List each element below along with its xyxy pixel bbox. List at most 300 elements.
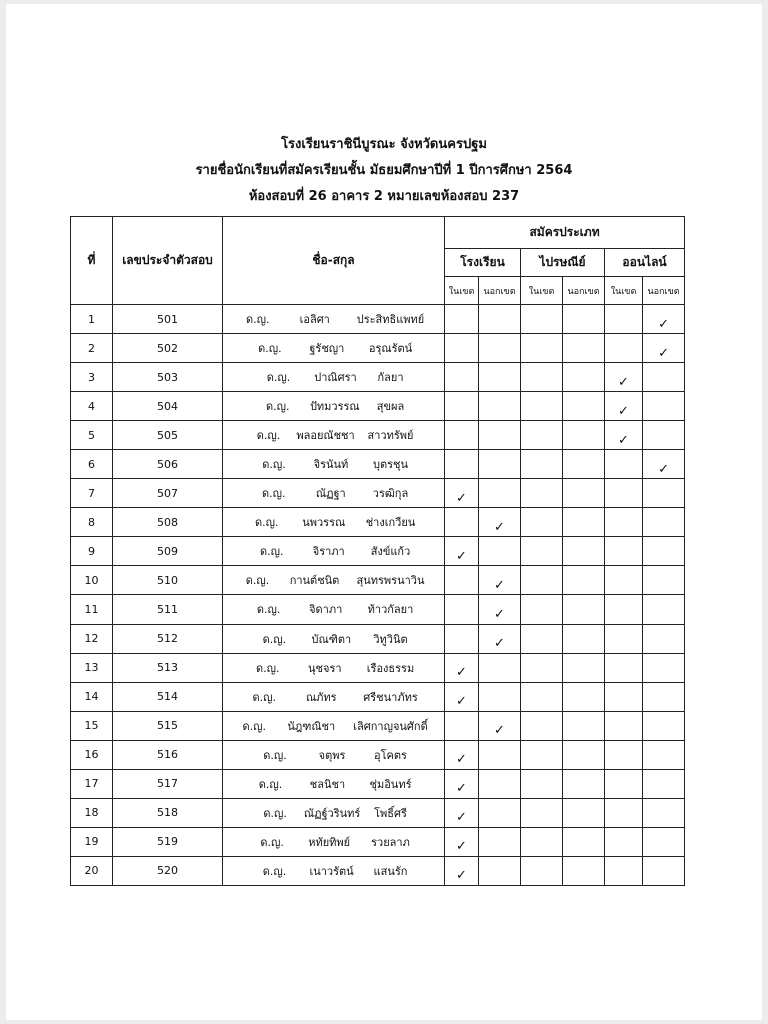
first-name: นพวรรณ: [302, 516, 346, 530]
table-row: [71, 479, 685, 508]
table-row: [71, 769, 685, 798]
row-number: 9: [71, 537, 113, 566]
row-number: 7: [71, 479, 113, 508]
name-title: ด.ญ.: [258, 777, 283, 791]
last-name: เลิศกาญจนศักดิ์: [353, 719, 428, 733]
row-number: 1: [71, 305, 113, 334]
first-name: ณภัทร: [305, 690, 337, 704]
type-cell-online-in-zone: [605, 856, 643, 885]
type-cell-online-in-zone: [605, 305, 643, 334]
type-cell-post-out-zone: [563, 856, 605, 885]
check-mark-icon: ✓: [456, 810, 467, 826]
type-cell-online-out-zone: [643, 798, 685, 827]
type-cell-school-in-zone: [445, 566, 479, 595]
table-row: [71, 566, 685, 595]
type-cell-school-out-zone: [479, 392, 521, 421]
type-cell-school-out-zone: [479, 305, 521, 334]
type-cell-online-in-zone: [605, 740, 643, 769]
first-name: จิรนันท์: [313, 458, 349, 472]
row-number: 4: [71, 392, 113, 421]
header-school-in-zone: ในเขต: [445, 277, 479, 305]
check-mark-icon: ✓: [456, 868, 467, 884]
row-number: 15: [71, 711, 113, 740]
name-title: ด.ญ.: [242, 719, 267, 733]
type-cell-online-out-zone: [643, 334, 685, 363]
type-cell-post-out-zone: [563, 711, 605, 740]
name-title: ด.ญ.: [262, 458, 286, 472]
table-row: [71, 740, 685, 769]
type-cell-post-out-zone: [563, 769, 605, 798]
type-cell-school-out-zone: [479, 682, 521, 711]
table-row: [71, 392, 685, 421]
last-name: ศรีชนาภัทร: [363, 690, 418, 704]
type-cell-online-out-zone: [643, 653, 685, 682]
student-name: [223, 479, 445, 508]
type-cell-post-in-zone: [521, 624, 563, 653]
type-cell-school-in-zone: [445, 769, 479, 798]
type-cell-post-in-zone: [521, 334, 563, 363]
type-cell-school-out-zone: [479, 479, 521, 508]
student-name: [223, 334, 445, 363]
name-title: ด.ญ.: [259, 545, 284, 559]
first-name: ณัฏฐา: [315, 487, 346, 501]
header-exam-id: เลขประจำตัวสอบ: [113, 217, 223, 305]
name-title: ด.ญ.: [262, 632, 287, 646]
type-cell-school-out-zone: [479, 798, 521, 827]
type-cell-online-in-zone: [605, 624, 643, 653]
student-name: [223, 827, 445, 856]
type-cell-online-out-zone: [643, 624, 685, 653]
name-title: ด.ญ.: [262, 864, 287, 878]
type-cell-post-in-zone: [521, 653, 563, 682]
type-cell-post-in-zone: [521, 450, 563, 479]
check-mark-icon: ✓: [494, 723, 505, 739]
type-cell-online-in-zone: [605, 479, 643, 508]
exam-id: 512: [113, 624, 223, 653]
type-cell-online-in-zone: [605, 450, 643, 479]
type-cell-online-out-zone: [643, 740, 685, 769]
type-cell-school-in-zone: [445, 392, 479, 421]
type-cell-online-out-zone: [643, 856, 685, 885]
last-name: อรุณรัตน์: [368, 342, 413, 356]
type-cell-school-out-zone: [479, 653, 521, 682]
row-number: 8: [71, 508, 113, 537]
last-name: สังข์แก้ว: [370, 545, 411, 559]
type-cell-post-out-zone: [563, 682, 605, 711]
first-name: บัณฑิตา: [311, 632, 352, 646]
student-name: [223, 711, 445, 740]
exam-id: 502: [113, 334, 223, 363]
type-cell-post-in-zone: [521, 595, 563, 624]
type-cell-school-in-zone: [445, 682, 479, 711]
row-number: 18: [71, 798, 113, 827]
type-cell-post-in-zone: [521, 769, 563, 798]
check-mark-icon: ✓: [456, 752, 467, 768]
row-number: 6: [71, 450, 113, 479]
type-cell-post-in-zone: [521, 305, 563, 334]
name-title: ด.ญ.: [256, 429, 281, 443]
check-mark-icon: ✓: [618, 374, 629, 390]
student-name: [223, 682, 445, 711]
student-name: [223, 798, 445, 827]
student-name: [223, 653, 445, 682]
table-row: [71, 682, 685, 711]
check-mark-icon: ✓: [456, 781, 467, 797]
first-name: ชลนิชา: [309, 777, 346, 791]
type-cell-online-out-zone: [643, 508, 685, 537]
name-title: ด.ญ.: [262, 487, 286, 501]
name-title: ด.ญ.: [260, 835, 284, 849]
row-number: 2: [71, 334, 113, 363]
last-name: สุนทรพรนาวิน: [356, 574, 425, 588]
row-number: 13: [71, 653, 113, 682]
name-title: ด.ญ.: [256, 603, 281, 617]
last-name: โพธิ์ศรี: [374, 806, 407, 820]
type-cell-post-out-zone: [563, 334, 605, 363]
check-mark-icon: ✓: [456, 694, 467, 710]
type-cell-school-in-zone: [445, 363, 479, 392]
check-mark-icon: ✓: [618, 403, 629, 419]
row-number: 20: [71, 856, 113, 885]
first-name: ปาณิศรา: [314, 371, 357, 385]
last-name: อุโคตร: [374, 748, 407, 762]
type-cell-online-in-zone: [605, 682, 643, 711]
name-title: ด.ญ.: [256, 661, 280, 675]
exam-id: 515: [113, 711, 223, 740]
row-number: 12: [71, 624, 113, 653]
check-mark-icon: ✓: [658, 461, 669, 477]
check-mark-icon: ✓: [456, 490, 467, 506]
type-cell-school-out-zone: [479, 363, 521, 392]
list-title: รายชื่อนักเรียนที่สมัครเรียนชั้น มัธยมศึกษาปีที่ 1 ปีการศึกษา 2564: [195, 163, 573, 178]
name-title: ด.ญ.: [263, 748, 287, 762]
type-cell-post-in-zone: [521, 508, 563, 537]
student-name: [223, 856, 445, 885]
type-cell-post-out-zone: [563, 653, 605, 682]
type-cell-post-out-zone: [563, 624, 605, 653]
type-cell-online-in-zone: [605, 566, 643, 595]
first-name: กานต์ชนิต: [289, 574, 340, 588]
table-row: [71, 595, 685, 624]
type-cell-post-in-zone: [521, 798, 563, 827]
type-cell-online-in-zone: [605, 392, 643, 421]
type-cell-post-in-zone: [521, 856, 563, 885]
exam-id: 511: [113, 595, 223, 624]
header-online-out-zone: นอกเขต: [643, 277, 685, 305]
student-roster-table: [70, 216, 685, 886]
type-cell-online-out-zone: [643, 769, 685, 798]
first-name: นัฎฑณิชา: [287, 719, 336, 733]
type-cell-post-out-zone: [563, 479, 605, 508]
name-title: ด.ญ.: [252, 690, 277, 704]
name-title: ด.ญ.: [266, 400, 290, 414]
type-cell-post-out-zone: [563, 363, 605, 392]
type-cell-post-out-zone: [563, 392, 605, 421]
type-cell-online-out-zone: [643, 421, 685, 450]
exam-id: 518: [113, 798, 223, 827]
type-cell-school-in-zone: [445, 479, 479, 508]
type-cell-online-in-zone: [605, 653, 643, 682]
type-cell-online-out-zone: [643, 392, 685, 421]
table-row: [71, 421, 685, 450]
type-cell-online-in-zone: [605, 508, 643, 537]
first-name: เนาวรัตน์: [309, 864, 354, 878]
type-cell-post-out-zone: [563, 421, 605, 450]
type-cell-school-out-zone: [479, 624, 521, 653]
table-row: [71, 537, 685, 566]
type-cell-online-in-zone: [605, 827, 643, 856]
type-cell-school-out-zone: [479, 537, 521, 566]
exam-id: 520: [113, 856, 223, 885]
student-name: [223, 363, 445, 392]
last-name: วรฒิกุล: [372, 487, 409, 501]
type-cell-post-in-zone: [521, 421, 563, 450]
exam-id: 507: [113, 479, 223, 508]
school-title: โรงเรียนราชินีบูรณะ จังหวัดนครปฐม: [281, 137, 487, 152]
header-group-post: ไปรษณีย์: [521, 249, 605, 277]
name-title: ด.ญ.: [254, 516, 279, 530]
check-mark-icon: ✓: [456, 839, 467, 855]
first-name: หทัยทิพย์: [308, 835, 351, 849]
type-cell-post-in-zone: [521, 740, 563, 769]
check-mark-icon: ✓: [494, 636, 505, 652]
header-group-online: ออนไลน์: [605, 249, 685, 277]
table-row: [71, 508, 685, 537]
last-name: สาวทรัพย์: [367, 429, 414, 443]
table-row: [71, 450, 685, 479]
roster-body: [71, 305, 685, 886]
first-name: นุชจรา: [308, 661, 342, 675]
student-name: [223, 537, 445, 566]
exam-id: 503: [113, 363, 223, 392]
type-cell-post-out-zone: [563, 827, 605, 856]
type-cell-post-out-zone: [563, 566, 605, 595]
document-page: [6, 4, 762, 1020]
type-cell-post-out-zone: [563, 798, 605, 827]
check-mark-icon: ✓: [494, 519, 505, 535]
student-name: [223, 566, 445, 595]
type-cell-school-in-zone: [445, 798, 479, 827]
last-name: สุขผล: [376, 400, 405, 414]
type-cell-online-in-zone: [605, 711, 643, 740]
type-cell-school-in-zone: [445, 711, 479, 740]
row-number: 10: [71, 566, 113, 595]
type-cell-school-out-zone: [479, 421, 521, 450]
type-cell-online-out-zone: [643, 595, 685, 624]
document-header: [6, 132, 762, 210]
header-online-in-zone: ในเขต: [605, 277, 643, 305]
type-cell-post-in-zone: [521, 827, 563, 856]
type-cell-online-out-zone: [643, 479, 685, 508]
name-title: ด.ญ.: [245, 313, 270, 327]
exam-id: 510: [113, 566, 223, 595]
type-cell-school-in-zone: [445, 508, 479, 537]
exam-room-title: ห้องสอบที่ 26 อาคาร 2 หมายเลขห้องสอบ 237: [248, 189, 520, 204]
check-mark-icon: ✓: [494, 577, 505, 593]
type-cell-post-in-zone: [521, 392, 563, 421]
row-number: 5: [71, 421, 113, 450]
type-cell-post-out-zone: [563, 508, 605, 537]
name-title: ด.ญ.: [258, 342, 282, 356]
table-row: [71, 624, 685, 653]
type-cell-school-out-zone: [479, 740, 521, 769]
exam-id: 519: [113, 827, 223, 856]
check-mark-icon: ✓: [494, 606, 505, 622]
type-cell-school-out-zone: [479, 508, 521, 537]
table-row: [71, 798, 685, 827]
type-cell-school-in-zone: [445, 653, 479, 682]
header-school-out-zone: นอกเขต: [479, 277, 521, 305]
type-cell-school-in-zone: [445, 595, 479, 624]
type-cell-school-in-zone: [445, 305, 479, 334]
type-cell-online-in-zone: [605, 798, 643, 827]
student-name: [223, 769, 445, 798]
exam-id: 504: [113, 392, 223, 421]
type-cell-post-in-zone: [521, 711, 563, 740]
last-name: กัลยา: [377, 371, 404, 385]
check-mark-icon: ✓: [456, 548, 467, 564]
first-name: ฐรัชญา: [309, 342, 345, 356]
exam-id: 517: [113, 769, 223, 798]
exam-id: 513: [113, 653, 223, 682]
last-name: ช่างเกวียน: [365, 516, 416, 530]
type-cell-school-in-zone: [445, 450, 479, 479]
row-number: 17: [71, 769, 113, 798]
type-cell-school-in-zone: [445, 827, 479, 856]
last-name: เรืองธรรม: [366, 661, 415, 675]
type-cell-online-out-zone: [643, 711, 685, 740]
table-row: [71, 653, 685, 682]
row-number: 11: [71, 595, 113, 624]
student-name: [223, 421, 445, 450]
type-cell-online-in-zone: [605, 363, 643, 392]
type-cell-school-in-zone: [445, 421, 479, 450]
type-cell-online-out-zone: [643, 827, 685, 856]
type-cell-online-in-zone: [605, 769, 643, 798]
type-cell-online-in-zone: [605, 421, 643, 450]
type-cell-school-out-zone: [479, 595, 521, 624]
header-group-school: โรงเรียน: [445, 249, 521, 277]
student-name: [223, 624, 445, 653]
table-row: [71, 334, 685, 363]
first-name: จิราภา: [312, 545, 345, 559]
exam-id: 516: [113, 740, 223, 769]
header-application-type: สมัครประเภท: [445, 217, 685, 249]
exam-id: 506: [113, 450, 223, 479]
first-name: ณัฏฐ์วรินทร์: [303, 806, 361, 820]
row-number: 19: [71, 827, 113, 856]
row-number: 16: [71, 740, 113, 769]
exam-id: 501: [113, 305, 223, 334]
first-name: เอลิศา: [299, 313, 330, 327]
student-name: [223, 392, 445, 421]
type-cell-post-in-zone: [521, 363, 563, 392]
last-name: ชุ่มอินทร์: [369, 777, 412, 791]
student-name: [223, 450, 445, 479]
last-name: ประสิทธิแพทย์: [356, 313, 425, 327]
name-title: ด.ญ.: [263, 806, 287, 820]
type-cell-post-out-zone: [563, 595, 605, 624]
type-cell-online-out-zone: [643, 537, 685, 566]
last-name: ท้าวกัลยา: [367, 603, 414, 617]
name-title: ด.ญ.: [266, 371, 291, 385]
exam-id: 509: [113, 537, 223, 566]
header-post-in-zone: ในเขต: [521, 277, 563, 305]
type-cell-online-out-zone: [643, 566, 685, 595]
type-cell-school-out-zone: [479, 334, 521, 363]
type-cell-post-in-zone: [521, 479, 563, 508]
check-mark-icon: ✓: [658, 345, 669, 361]
type-cell-post-out-zone: [563, 537, 605, 566]
student-name: [223, 595, 445, 624]
type-cell-online-out-zone: [643, 363, 685, 392]
type-cell-post-out-zone: [563, 305, 605, 334]
type-cell-school-out-zone: [479, 827, 521, 856]
table-row: [71, 827, 685, 856]
type-cell-school-out-zone: [479, 566, 521, 595]
type-cell-post-out-zone: [563, 740, 605, 769]
type-cell-school-out-zone: [479, 769, 521, 798]
type-cell-online-in-zone: [605, 595, 643, 624]
check-mark-icon: ✓: [456, 665, 467, 681]
table-row: [71, 305, 685, 334]
type-cell-school-out-zone: [479, 450, 521, 479]
row-number: 14: [71, 682, 113, 711]
last-name: บุตรชุน: [372, 458, 409, 472]
first-name: ปัทมวรรณ: [309, 400, 360, 414]
last-name: รวยลาภ: [371, 835, 410, 849]
type-cell-school-in-zone: [445, 624, 479, 653]
exam-id: 505: [113, 421, 223, 450]
type-cell-school-out-zone: [479, 711, 521, 740]
type-cell-online-out-zone: [643, 305, 685, 334]
table-row: [71, 856, 685, 885]
first-name: จิดาภา: [309, 603, 343, 617]
type-cell-post-in-zone: [521, 566, 563, 595]
header-post-out-zone: นอกเขต: [563, 277, 605, 305]
header-full-name: ชื่อ-สกุล: [223, 217, 445, 305]
type-cell-school-in-zone: [445, 740, 479, 769]
type-cell-online-out-zone: [643, 450, 685, 479]
type-cell-post-in-zone: [521, 537, 563, 566]
type-cell-school-in-zone: [445, 856, 479, 885]
header-no: ที่: [71, 217, 113, 305]
type-cell-school-in-zone: [445, 334, 479, 363]
last-name: แสนรัก: [373, 864, 408, 878]
student-name: [223, 305, 445, 334]
first-name: พลอยณัชชา: [296, 429, 355, 443]
row-number: 3: [71, 363, 113, 392]
type-cell-school-out-zone: [479, 856, 521, 885]
last-name: วิทูวินิต: [373, 632, 408, 646]
table-row: [71, 363, 685, 392]
name-title: ด.ญ.: [245, 574, 270, 588]
exam-id: 508: [113, 508, 223, 537]
type-cell-online-in-zone: [605, 334, 643, 363]
type-cell-school-in-zone: [445, 537, 479, 566]
type-cell-online-in-zone: [605, 537, 643, 566]
student-name: [223, 740, 445, 769]
check-mark-icon: ✓: [658, 316, 669, 332]
exam-id: 514: [113, 682, 223, 711]
type-cell-post-in-zone: [521, 682, 563, 711]
type-cell-post-out-zone: [563, 450, 605, 479]
check-mark-icon: ✓: [618, 432, 629, 448]
first-name: จตุพร: [318, 748, 346, 762]
table-row: [71, 711, 685, 740]
student-name: [223, 508, 445, 537]
type-cell-online-out-zone: [643, 682, 685, 711]
